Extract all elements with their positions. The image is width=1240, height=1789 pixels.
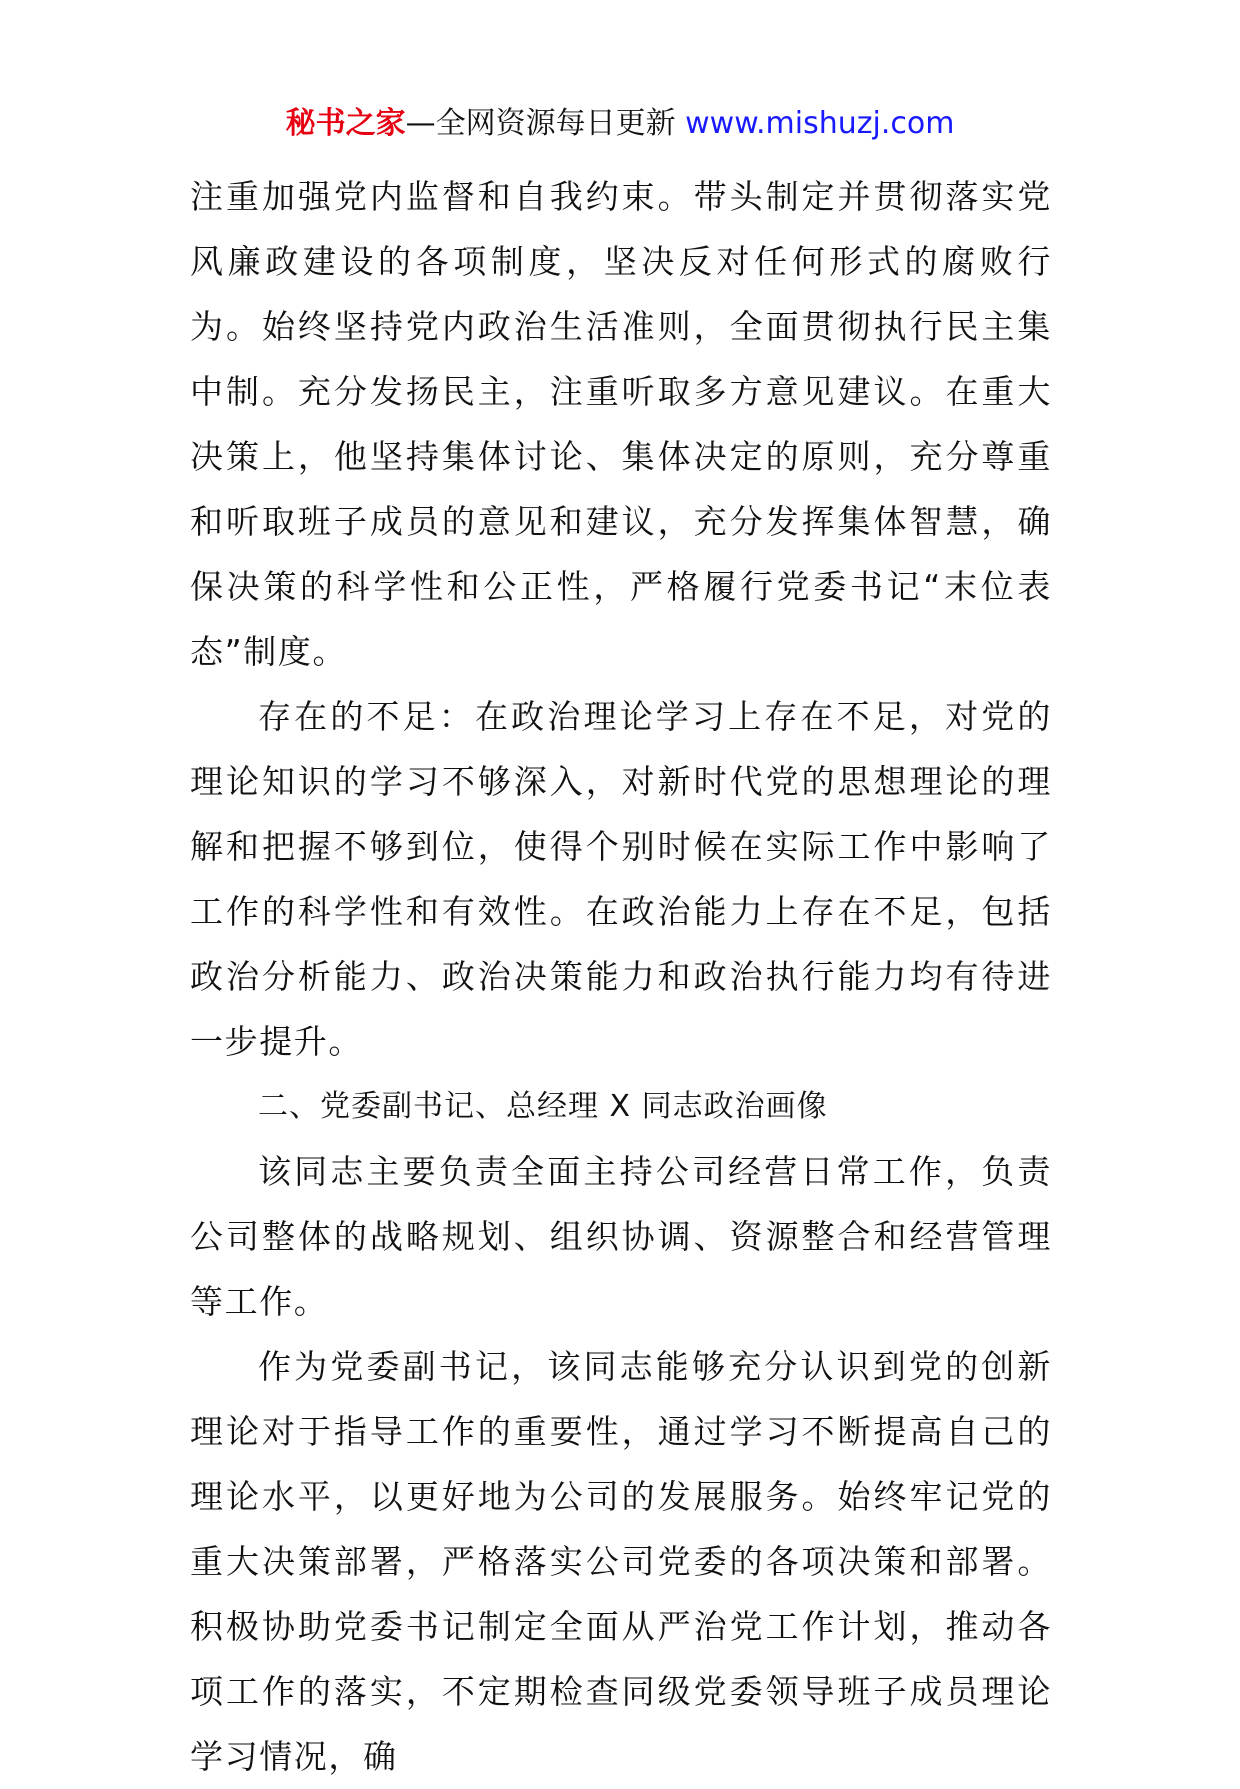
section-heading: 二、党委副书记、总经理 X 同志政治画像 [258,1089,828,1124]
brand-name: 秘书之家 [285,106,406,141]
paragraph-deputy-secretary: 作为党委副书记，该同志能够充分认识到党的创新理论对于指导工作的重要性，通过学习不断提高自己的理论水平，以更好地为公司的发展服务。始终牢记党的重大决策部署，严格落实公司党委的各项决策和部署。积极协助党委书记制定全面从严治党工作计划，推动各项工作的落实，不定期检查同级党委领导班子成员理论学习情况，确 [190,1347,1052,1776]
header-tagline: —全网资源每日更新 [405,106,686,141]
site-url-link[interactable]: www.mishuzj.com [685,106,955,141]
paragraph-continuation: 注重加强党内监督和自我约束。带头制定并贯彻落实党风廉政建设的各项制度，坚决反对任何形式的腐败行为。始终坚持党内政治生活准则，全面贯彻执行民主集中制。充分发扬民主，注重听取多方意见建议。在重大决策上，他坚持集体讨论、集体决定的原则，充分尊重和听取班子成员的意见和建议，充分发挥集体智慧，确保决策的科学性和公正性，严格履行党委书记“末位表态”制度。 [190,177,1052,671]
paragraph-responsibilities: 该同志主要负责全面主持公司经营日常工作，负责公司整体的战略规划、组织协调、资源整合和经营管理等工作。 [190,1152,1052,1321]
page-header [0,100,1240,148]
document-body [190,164,1052,1789]
paragraph-shortcomings: 存在的不足：在政治理论学习上存在不足，对党的理论知识的学习不够深入，对新时代党的思想理论的理解和把握不够到位，使得个别时候在实际工作中影响了工作的科学性和有效性。在政治能力上存在不足，包括政治分析能力、政治决策能力和政治执行能力均有待进一步提升。 [190,697,1052,1061]
